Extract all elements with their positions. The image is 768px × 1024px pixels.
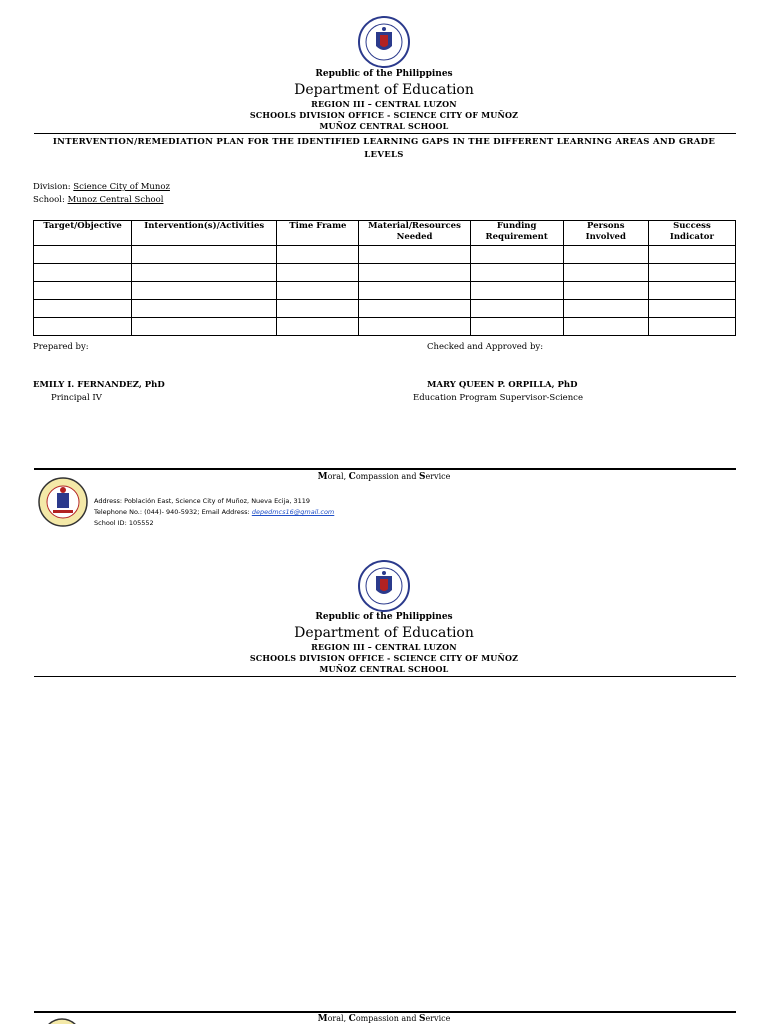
plan-title-line2: LEVELS (364, 150, 404, 160)
table-cell[interactable] (359, 282, 470, 300)
email-link[interactable]: depedmcs16@gmail.com (251, 508, 335, 516)
table-cell[interactable] (648, 246, 735, 264)
school-header-label: MUÑOZ CENTRAL SCHOOL (319, 121, 449, 131)
school-logo-page2 (42, 1018, 82, 1024)
table-cell[interactable] (359, 318, 470, 336)
deped-seal-logo (358, 16, 410, 68)
table-cell[interactable] (470, 264, 563, 282)
table-cell[interactable] (470, 318, 563, 336)
column-header: Funding Requirement (470, 221, 563, 246)
preparer-title: Principal IV (51, 393, 102, 403)
table-cell[interactable] (563, 264, 648, 282)
region-label-page2: REGION III – CENTRAL LUZON (311, 642, 457, 652)
table-cell[interactable] (470, 300, 563, 318)
republic-label-page2: Republic of the Philippines (315, 612, 453, 622)
table-cell[interactable] (648, 300, 735, 318)
table-cell[interactable] (648, 282, 735, 300)
table-cell[interactable] (34, 264, 132, 282)
school-label: School: (33, 195, 68, 205)
division-value: Science City of Munoz (73, 182, 170, 192)
column-header: Time Frame (277, 221, 359, 246)
table-cell[interactable] (563, 282, 648, 300)
division-line (33, 182, 170, 192)
footer-divider-page2 (34, 1011, 736, 1013)
table-row (34, 318, 736, 336)
school-id: School ID: 105552 (94, 519, 154, 527)
table-cell[interactable] (132, 264, 277, 282)
footer-divider (34, 468, 736, 470)
table-header-row (34, 221, 736, 246)
table-cell[interactable] (34, 300, 132, 318)
table-cell[interactable] (563, 318, 648, 336)
school-address: Address: Población East, Science City of Muñoz, Nueva Ecija, 3119 (94, 497, 311, 505)
table-cell[interactable] (277, 246, 359, 264)
plan-title-line1: INTERVENTION/REMEDIATION PLAN FOR THE IDENTIFIED LEARNING GAPS IN THE DIFFERENT LEARNING AREAS AND GRADE (52, 137, 716, 147)
division-office-label: SCHOOLS DIVISION OFFICE - SCIENCE CITY OF MUÑOZ (249, 110, 519, 120)
table-cell[interactable] (132, 318, 277, 336)
table-cell[interactable] (34, 318, 132, 336)
approved-by-label: Checked and Approved by: (427, 342, 544, 352)
table-cell[interactable] (132, 300, 277, 318)
table-cell[interactable] (132, 282, 277, 300)
table-cell[interactable] (132, 246, 277, 264)
school-header-label-page2: MUÑOZ CENTRAL SCHOOL (319, 664, 449, 674)
table-cell[interactable] (648, 264, 735, 282)
column-header: Intervention(s)/Activities (132, 221, 277, 246)
table-cell[interactable] (359, 264, 470, 282)
table-row (34, 246, 736, 264)
intervention-plan-table (33, 220, 736, 336)
table-row (34, 300, 736, 318)
table-row (34, 264, 736, 282)
header-divider (34, 133, 736, 134)
prepared-by-label: Prepared by: (33, 342, 89, 352)
deped-seal-logo-page2 (358, 560, 410, 612)
school-motto-page2: Moral, Compassion and Service (317, 1014, 451, 1024)
column-header: Target/Objective (34, 221, 132, 246)
table-cell[interactable] (359, 300, 470, 318)
table-cell[interactable] (470, 282, 563, 300)
column-header: Material/Resources Needed (359, 221, 470, 246)
header-divider-page2 (34, 676, 736, 677)
table-cell[interactable] (277, 282, 359, 300)
table-cell[interactable] (359, 246, 470, 264)
school-value: Munoz Central School (67, 195, 164, 205)
school-contact: Telephone No.: (044)- 940-5932; Email Address: depedmcs16@gmail.com (94, 508, 335, 516)
division-office-label-page2: SCHOOLS DIVISION OFFICE - SCIENCE CITY OF MUÑOZ (249, 653, 519, 663)
table-cell[interactable] (277, 264, 359, 282)
region-label: REGION III – CENTRAL LUZON (311, 99, 457, 109)
preparer-name: EMILY I. FERNANDEZ, PhD (33, 380, 165, 390)
republic-label: Republic of the Philippines (315, 69, 453, 79)
school-logo (38, 477, 88, 527)
column-header: Success Indicator (648, 221, 735, 246)
department-title-page2: Department of Education (294, 625, 474, 641)
school-motto: Moral, Compassion and Service (317, 472, 451, 482)
table-cell[interactable] (277, 318, 359, 336)
table-cell[interactable] (563, 246, 648, 264)
table-row (34, 282, 736, 300)
table-cell[interactable] (648, 318, 735, 336)
division-label: Division: (33, 182, 74, 192)
table-cell[interactable] (470, 246, 563, 264)
department-title: Department of Education (294, 82, 474, 98)
table-cell[interactable] (563, 300, 648, 318)
approver-name: MARY QUEEN P. ORPILLA, PhD (427, 380, 578, 390)
approver-title: Education Program Supervisor-Science (413, 393, 583, 403)
school-line (33, 195, 164, 205)
table-cell[interactable] (34, 282, 132, 300)
table-cell[interactable] (34, 246, 132, 264)
column-header: Persons Involved (563, 221, 648, 246)
table-cell[interactable] (277, 300, 359, 318)
